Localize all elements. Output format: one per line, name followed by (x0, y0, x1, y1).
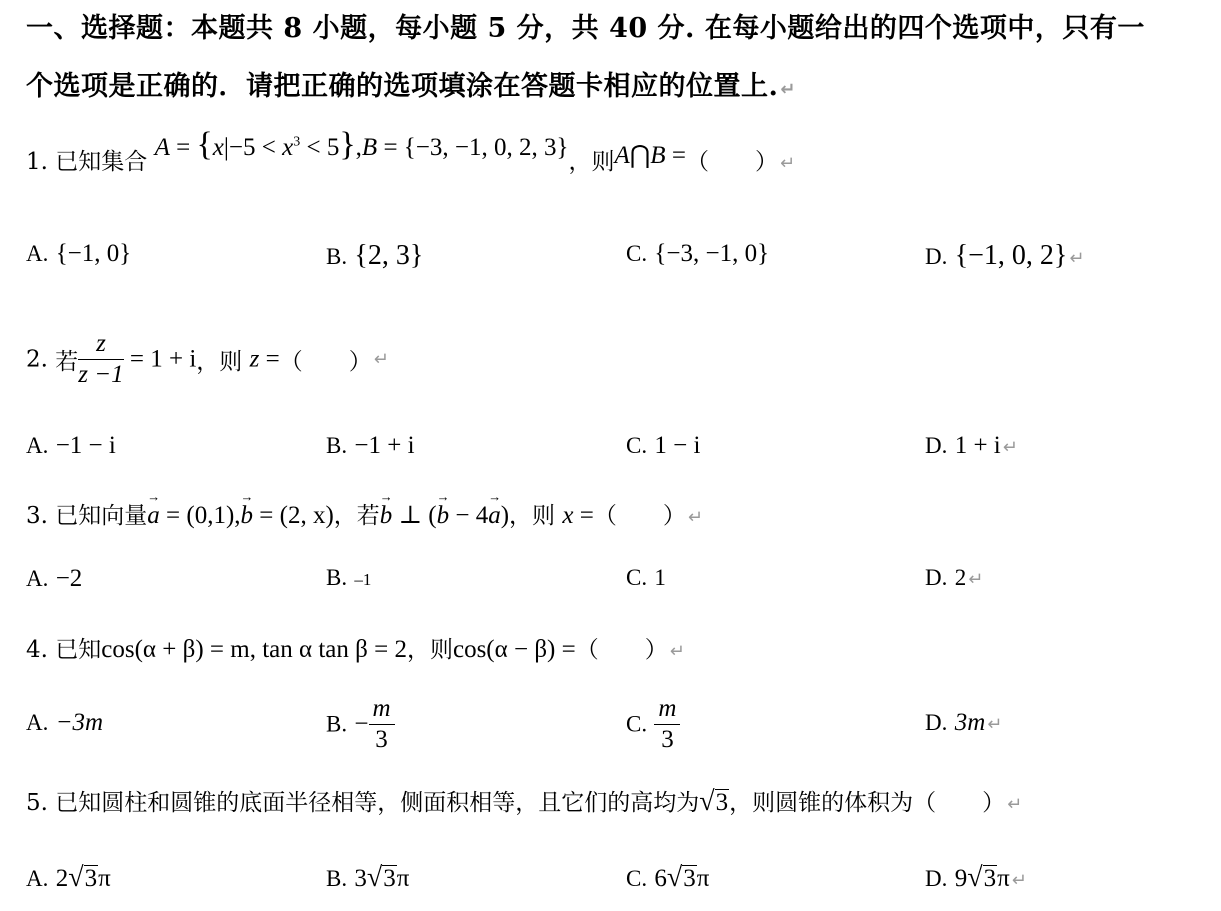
q1-then: ，则 (568, 149, 615, 175)
q5-option-a[interactable] (26, 862, 111, 894)
q2-option-d-value: 1 + i (954, 432, 1001, 459)
q3-option-a-value: −2 (55, 565, 83, 592)
q2-option-d[interactable] (925, 432, 1018, 460)
return-mark-icon: ↵ (1011, 870, 1027, 891)
q1-option-c[interactable] (626, 240, 769, 268)
q4-option-b-fraction (369, 694, 395, 755)
section-heading-line-1: 一、选择题：本题共 8 小题，每小题 5 分，共 40 分. 在每小题给出的四个选项中，只有一 (26, 13, 1145, 44)
q5-pre: 已知圆柱和圆锥的底面半径相等，侧面积相等，且它们的高均为 (55, 790, 700, 816)
q5-option-c-value (654, 862, 710, 893)
q5-option-b-radicand: 3 (383, 865, 396, 892)
q5-option-c[interactable] (626, 862, 709, 894)
q2-pre: 若 (55, 349, 79, 375)
q1-option-d[interactable] (925, 240, 1084, 272)
q2-option-a-value: −1 − i (55, 432, 116, 459)
q3-vec-b: → b (241, 502, 254, 530)
radical-sign-icon: √ (366, 862, 383, 893)
return-mark-icon: ↵ (968, 569, 984, 590)
q2-option-b-value: −1 + i (354, 432, 415, 459)
q1-expr-B: B (650, 142, 666, 169)
q2-option-b[interactable] (326, 432, 415, 460)
radical-sign-icon: √ (666, 862, 683, 893)
q2-number: 2. (26, 346, 56, 373)
q2-var: z (249, 345, 260, 373)
q5-number: 5. (26, 790, 56, 816)
q3-vectors (147, 502, 334, 529)
q4-option-c-den: 3 (661, 726, 674, 753)
q3-condition (380, 502, 509, 529)
q3-then: ，则 (509, 503, 563, 529)
q5-option-c-label: C. (626, 866, 648, 891)
q5-option-c-radicand: 3 (683, 865, 696, 892)
return-mark-icon: ↵ (373, 349, 389, 370)
q1-setB-name: B (361, 134, 378, 161)
q1-eq: = (169, 134, 197, 161)
q4-pre: 已知 (55, 637, 102, 663)
q3-close: ) (500, 502, 510, 529)
q4-paren: （ ） (575, 637, 668, 663)
q1-intersection (615, 142, 686, 169)
q4-then: ，则 (406, 637, 453, 663)
question-5 (26, 784, 1022, 818)
q1-option-a-value: {−1, 0} (55, 240, 132, 267)
q1-bar: | (223, 134, 229, 161)
q1-comma: , (355, 134, 362, 161)
return-mark-icon: ↵ (669, 641, 685, 662)
q3-minus4: − 4 (449, 502, 489, 529)
q1-option-d-label: D. (925, 244, 948, 269)
q5-option-b-label: B. (326, 866, 348, 891)
q3-option-a[interactable] (26, 565, 82, 593)
return-mark-icon: ↵ (1007, 794, 1023, 815)
q2-rhs: = 1 + i (123, 345, 197, 373)
radical-sign-icon: √ (967, 862, 983, 893)
q3-paren: （ ） (593, 503, 686, 529)
q3-a-val: = (0,1), (159, 502, 241, 529)
q4-option-b-minus: − (354, 710, 369, 738)
q4-cond: cos(α + β) = m, tan α tan β = 2 (101, 636, 407, 663)
q3-perp: ⊥ ( (392, 502, 437, 529)
radical-sign-icon: √ (68, 862, 84, 893)
return-mark-icon: ↵ (780, 79, 796, 100)
q1-set-expression (154, 126, 569, 163)
q3-option-b-value: –1 (354, 570, 372, 589)
q2-option-b-label: B. (326, 433, 348, 458)
q2-option-d-label: D. (925, 433, 948, 458)
q3-option-c[interactable] (626, 565, 666, 591)
return-mark-icon: ↵ (687, 507, 703, 528)
q5-sqrt (699, 786, 729, 817)
q1-option-c-label: C. (626, 241, 648, 266)
q1-setA-name: A (154, 134, 170, 161)
q5-option-b-coef: 3 (354, 865, 367, 892)
q1-paren: （ ） (685, 149, 778, 175)
q2-eq: = (259, 345, 280, 373)
q4-expr: cos(α − β) = (452, 636, 576, 663)
q1-expr-A: A (614, 142, 630, 169)
q1-pre: 已知集合 (55, 149, 148, 175)
q2-then: ，则 (196, 349, 250, 375)
q5-option-d-label: D. (925, 866, 948, 891)
q4-option-a-label: A. (26, 710, 49, 735)
q3-b-val: = (2, x) (253, 502, 334, 529)
q5-option-d-coef: 9 (954, 865, 968, 892)
q1-number: 1. (26, 149, 56, 175)
q4-option-d[interactable] (925, 709, 1002, 737)
q4-option-c-label: C. (626, 711, 648, 737)
q5-option-a-coef: 2 (55, 865, 69, 892)
q3-option-d[interactable] (925, 565, 983, 591)
q4-option-b-num: m (369, 694, 395, 725)
q3-option-b[interactable] (326, 565, 371, 591)
q4-option-b[interactable] (326, 694, 395, 755)
q5-option-b[interactable] (326, 862, 409, 894)
return-mark-icon: ↵ (1002, 437, 1018, 458)
q3-option-c-value: 1 (654, 565, 666, 590)
q3-vec-b3: → b (437, 502, 450, 530)
q1-option-a-label: A. (26, 241, 49, 266)
q5-option-a-pi: π (98, 865, 111, 892)
q3-option-a-label: A. (26, 566, 49, 591)
q5-option-b-pi: π (396, 865, 410, 892)
section-heading-line-2 (26, 64, 796, 103)
q2-option-a-label: A. (26, 433, 49, 458)
return-mark-icon: ↵ (987, 714, 1003, 735)
q4-option-c-fraction (654, 694, 680, 755)
q1-option-a[interactable] (26, 240, 131, 268)
q1-option-d-value: {−1, 0, 2} (954, 240, 1068, 271)
q5-option-a-value (55, 862, 111, 893)
q5-option-c-coef: 6 (654, 865, 667, 892)
q2-frac-den: z −1 (78, 361, 124, 388)
q1-option-c-value: {−3, −1, 0} (654, 240, 770, 267)
q5-option-d-radicand: 3 (983, 865, 997, 892)
q5-radicand: 3 (715, 789, 729, 816)
q3-vec-a2: → a (488, 502, 501, 530)
q1-expr-eq: = (665, 142, 686, 169)
q5-option-d[interactable] (925, 862, 1027, 894)
question-2 (26, 329, 389, 390)
question-1 (26, 126, 796, 178)
question-3 (26, 497, 703, 530)
q1-cap: ⋂ (629, 142, 651, 169)
q1-lt: < 5 (300, 134, 340, 161)
q3-option-d-label: D. (925, 565, 948, 590)
q1-x: x (282, 134, 294, 161)
q1-rbrace: } (339, 126, 356, 163)
radical-sign-icon: √ (699, 786, 715, 817)
q1-lbrace: { (196, 126, 213, 163)
q5-option-d-pi: π (997, 865, 1010, 892)
q4-option-d-label: D. (925, 710, 948, 735)
q5-option-c-pi: π (696, 865, 710, 892)
q3-option-b-label: B. (326, 565, 348, 590)
heading-line-2-text: 个选项是正确的．请把正确的选项填涂在答题卡相应的位置上. (26, 71, 779, 102)
q4-number: 4. (26, 637, 56, 663)
q1-setB-rest: = {−3, −1, 0, 2, 3} (377, 134, 569, 161)
q4-option-c-num: m (654, 694, 680, 725)
q5-option-a-radicand: 3 (84, 865, 98, 892)
return-mark-icon: ↵ (779, 153, 796, 174)
q5-option-b-value (354, 862, 410, 893)
q5-post: ，则圆锥的体积为（ ） (729, 790, 1006, 816)
q4-option-a-value: −3m (55, 709, 104, 736)
q3-number: 3. (26, 503, 56, 529)
q2-option-a[interactable] (26, 432, 116, 460)
q1-exp: 3 (293, 134, 301, 150)
q3-x: x (562, 502, 574, 529)
q5-option-d-value (954, 862, 1010, 893)
q3-pre: 已知向量 (55, 503, 148, 529)
q2-option-c-label: C. (626, 433, 648, 458)
question-4 (26, 631, 685, 664)
q3-option-c-label: C. (626, 565, 648, 590)
q1-cond: −5 < (228, 134, 283, 161)
q1-option-b[interactable] (326, 240, 423, 272)
q3-eq: = (573, 502, 594, 529)
q5-option-a-label: A. (26, 866, 49, 891)
q4-option-a[interactable] (26, 709, 103, 737)
q2-fraction (78, 329, 123, 390)
q4-option-b-label: B. (326, 711, 348, 737)
q2-option-c[interactable] (626, 432, 700, 460)
q3-if: ，若 (333, 503, 380, 529)
q3-option-d-value: 2 (954, 565, 967, 590)
q4-option-c[interactable] (626, 694, 680, 755)
q2-frac-num: z (78, 329, 123, 360)
q1-option-b-value: {2, 3} (354, 240, 424, 271)
q2-paren: （ ） (279, 349, 372, 375)
q1-setA-var: x (212, 134, 224, 161)
q2-option-c-value: 1 − i (654, 432, 701, 459)
q3-vec-a: → a (147, 502, 160, 530)
q1-option-b-label: B. (326, 244, 348, 269)
q3-vec-b2: → b (380, 502, 393, 530)
q4-option-b-den: 3 (375, 726, 388, 753)
q4-option-d-value: 3m (954, 709, 986, 736)
return-mark-icon: ↵ (1069, 248, 1085, 269)
